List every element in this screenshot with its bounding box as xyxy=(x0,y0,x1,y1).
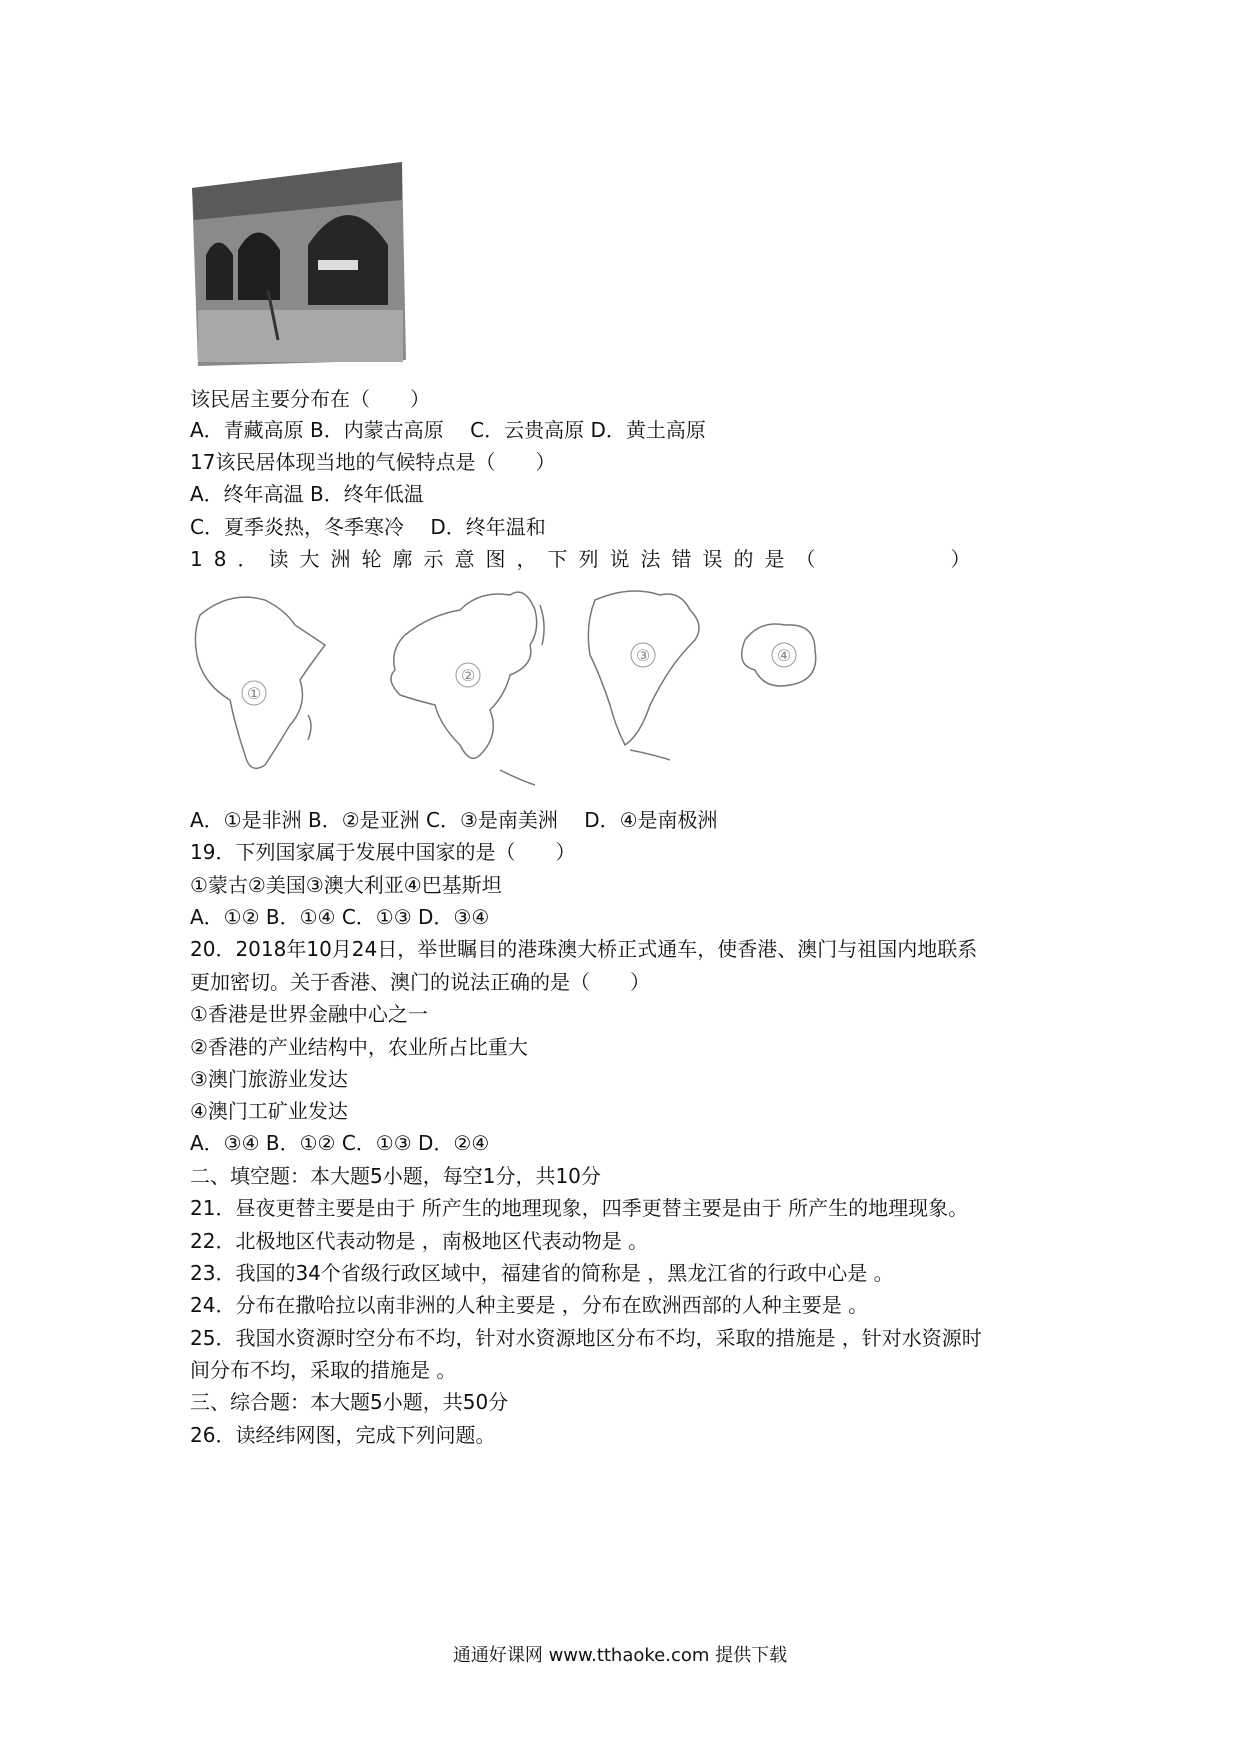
continent-label: ③ xyxy=(635,646,651,665)
text-line: 26．读经纬网图，完成下列问题。 xyxy=(190,1423,496,1447)
continent-label: ① xyxy=(246,684,262,703)
text-line: 更加密切。关于香港、澳门的说法正确的是（ ） xyxy=(190,970,650,994)
text-line: ①蒙古②美国③澳大利亚④巴基斯坦 xyxy=(190,873,502,897)
text-line: 20．2018年10月24日，举世瞩目的港珠澳大桥正式通车，使香港、澳门与祖国内地联系 xyxy=(190,937,978,961)
text-line: A．③④ B．①② C．①③ D．②④ xyxy=(190,1131,490,1155)
cave-dwelling-photo xyxy=(188,160,410,368)
text-line: 间分布不均，采取的措施是 。 xyxy=(190,1358,457,1382)
text-line: A．①是非洲 B．②是亚洲 C．③是南美洲 D．④是南极洲 xyxy=(190,808,718,832)
page-footer: 通通好课网 www.tthaoke.com 提供下载 xyxy=(452,1645,788,1666)
text-line: 22．北极地区代表动物是 ，南极地区代表动物是 。 xyxy=(190,1229,649,1253)
continent-label: ④ xyxy=(776,646,792,665)
text-line: 25．我国水资源时空分布不均，针对水资源地区分布不均，采取的措施是 ，针对水资源时 xyxy=(190,1326,982,1350)
text-line: 该民居主要分布在（ ） xyxy=(190,387,430,411)
text-line: A．①② B．①④ C．①③ D．③④ xyxy=(190,905,490,929)
section-heading: 二、填空题：本大题5小题，每空1分，共10分 xyxy=(190,1164,601,1188)
text-line: 17该民居体现当地的气候特点是（ ） xyxy=(190,450,556,474)
text-line: 19．下列国家属于发展中国家的是（ ） xyxy=(190,840,576,864)
north-america-outline xyxy=(588,591,699,745)
text-line: C．夏季炎热，冬季寒冷 D．终年温和 xyxy=(190,515,546,539)
text-line: 18．读大洲轮廓示意图，下列说法错误的是（ ） xyxy=(190,547,982,571)
section-heading: 三、综合题：本大题5小题，共50分 xyxy=(190,1390,509,1414)
text-line: ③澳门旅游业发达 xyxy=(190,1067,348,1091)
text-line: A．终年高温 B．终年低温 xyxy=(190,482,424,506)
text-line: ①香港是世界金融中心之一 xyxy=(190,1002,428,1026)
continent-outlines-figure xyxy=(190,585,890,795)
text-line: 24．分布在撒哈拉以南非洲的人种主要是 ，分布在欧洲西部的人种主要是 。 xyxy=(190,1293,869,1317)
text-line: 23．我国的34个省级行政区域中，福建省的简称是 ，黑龙江省的行政中心是 。 xyxy=(190,1261,894,1285)
text-line: ④澳门工矿业发达 xyxy=(190,1099,348,1123)
continent-label: ② xyxy=(460,666,476,685)
text-line: ②香港的产业结构中，农业所占比重大 xyxy=(190,1035,528,1059)
text-line: 21．昼夜更替主要是由于 所产生的地理现象，四季更替主要是由于 所产生的地理现象。 xyxy=(190,1196,969,1220)
text-line: A．青藏高原 B．内蒙古高原 C．云贵高原 D．黄土高原 xyxy=(190,418,706,442)
